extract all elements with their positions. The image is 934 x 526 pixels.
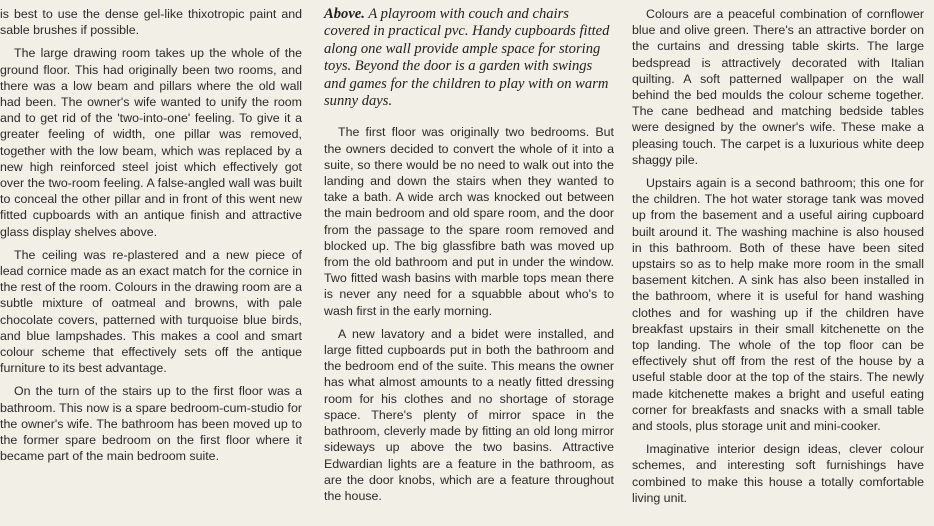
paragraph: is best to use the dense gel-like thixotropic paint and sable brushes if possible. bbox=[0, 7, 302, 38]
text-column-right bbox=[632, 6, 924, 513]
paragraph: The first floor was originally two bedrooms. But the owners decided to convert the whole of it into a suite, so there would be no need to walk out into the landing and down the stairs when they wanted to take a bath. A wide arch was knocked out between the main bedroom and old spare room, and the door from the passage to the spare room removed and blocked up. The big glassfibre bath was moved up from the old bathroom and put in under the window. Two fitted wash basins with marble tops mean there is never any need for a squabble about who's to wash first in the early morning. bbox=[324, 125, 614, 318]
text-column-left bbox=[0, 6, 302, 471]
caption-lead: Above. bbox=[324, 6, 365, 22]
caption-text: A playroom with couch and chairs covered in practical pvc. Handy cupboards fitted along one wall provide ample space for storing toys. Beyond the door is a garden with swings and games for the children to play with on warm sunny days. bbox=[324, 6, 610, 110]
paragraph: Imaginative interior design ideas, clever colour schemes, and interesting soft furnishings have combined to make this house a totally comfortable living unit. bbox=[632, 442, 924, 505]
photo-caption bbox=[324, 6, 614, 110]
paragraph: Colours are a peaceful combination of cornflower blue and olive green. There's an attractive border on the curtains and dressing table skirts. The large bedspread is attractively decorated with Italian quilting. A soft patterned wallpaper on the wall behind the bed moulds the colour scheme together. The cane bedhead and matching bedside tables were designed by the owner's wife. These make a pleasing touch. The carpet is a luxurious white deep shaggy pile. bbox=[632, 7, 924, 167]
text-column-middle bbox=[324, 6, 614, 511]
paragraph: Upstairs again is a second bathroom; this one for the children. The hot water storage tank was moved up from the basement and a useful airing cupboard built around it. The washing machine is also housed in this bathroom. Both of these have been sited upstairs so as to help make more room in the small basement kitchen. A sink has also been installed in the bathroom, where it is useful for hand washing clothes and for washing up if the children have breakfast upstairs in their small kitchenette on the top landing. The whole of the top floor can be effectively shut off from the rest of the house by a useful stable door at the top of the stairs. The newly made kitchenette makes a bright and useful eating corner for breakfasts and snacks with a small table and stools, plus storage unit and mini-cooker. bbox=[632, 176, 924, 434]
paragraph: The large drawing room takes up the whole of the ground floor. This had originally been two rooms, and there was a low beam and pillars where the old wall had been. The owner's wife wanted to unify the room and to get rid of the 'two-into-one' feeling. To give it a greater feeling of width, one pillar was removed, together with the low beam, which was replaced by a new high reinforced steel joist which effectively got over the two-room feeling. A false-angled wall was built to conceal the other pillar and in front of this went new fitted cupboards with an antique finish and attractive glass display shelves above. bbox=[0, 46, 302, 239]
paragraph: The ceiling was re-plastered and a new piece of lead cornice made as an exact match for the cornice in the rest of the room. Colours in the drawing room are a subtle mixture of oatmeal and browns, with pale chocolate covers, patterned with turquoise blue birds, and blue lampshades. This makes a cool and smart colour scheme that effectively sets off the antique furniture to its best advantage. bbox=[0, 247, 302, 376]
paragraph: A new lavatory and a bidet were installed, and large fitted cupboards put in both the bathroom and the bedroom end of the suite. This means the owner has what almost amounts to a neatly fitted dressing room for his clothes and no shortage of storage space. There's plenty of mirror space in the bathroom, cleverly made by fitting an old long mirror sideways up above the two basins. Attractive Edwardian lights are a feature in the bathroom, as are the door knobs, which are a feature throughout the house. bbox=[324, 326, 614, 503]
paragraph: On the turn of the stairs up to the first floor was a bathroom. This now is a spare bedroom-cum-studio for the owner's wife. The bathroom has been moved up to the former spare bedroom on the first floor where it became part of the main bedroom suite. bbox=[0, 384, 302, 464]
